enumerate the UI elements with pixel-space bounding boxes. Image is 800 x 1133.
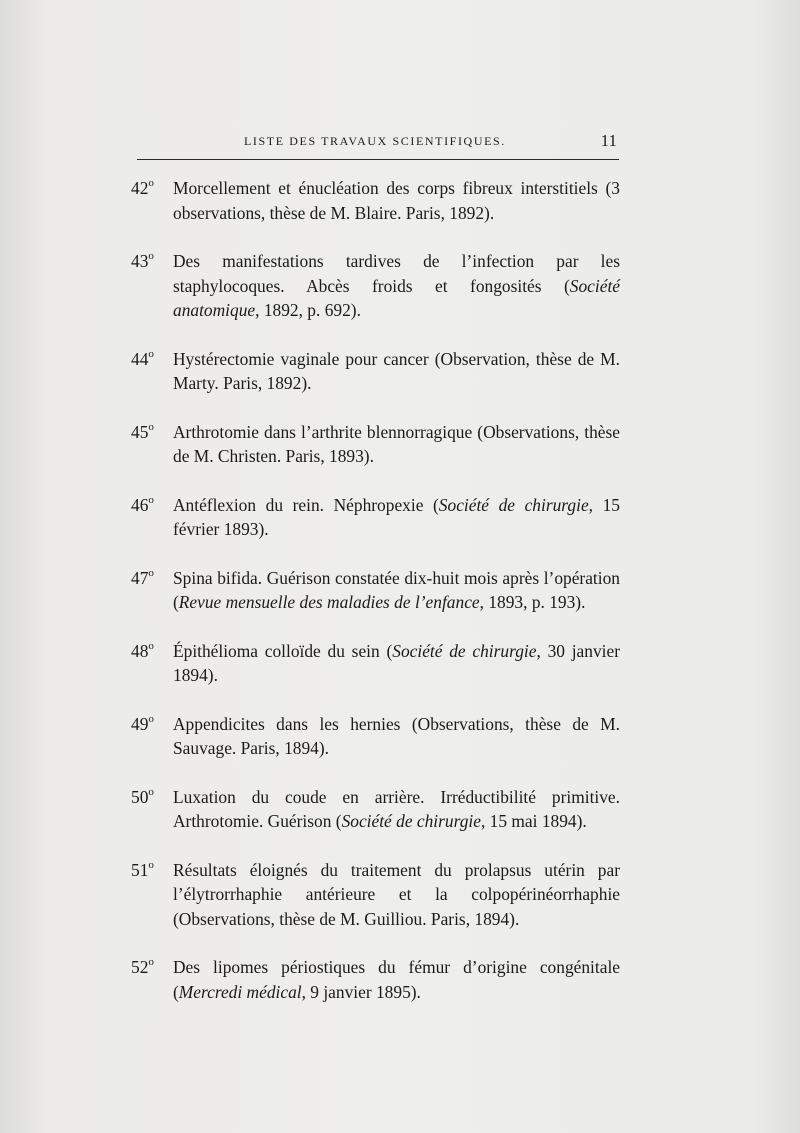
journal-title: Société de chirurgie (341, 811, 481, 831)
entry-text: Morcellement et énucléation des corps fibreux interstitiels (3 observations, thèse de M. Blaire. Paris, 1892). (173, 178, 620, 223)
list-item (131, 176, 620, 225)
entry-text: Des lipomes périostiques du fémur d’origine congénitale (Mercredi médical, 9 janvier 1895). (173, 957, 620, 1002)
journal-title: Société de chirurgie (392, 640, 537, 661)
entry-number: 48$^o$ (131, 639, 154, 661)
entry-number: 50$^o$ (131, 785, 154, 807)
page-number: 11 (600, 131, 617, 150)
entry-text: Spina bifida. Guérison constatée dix-huit mois après l’opération (Revue mensuelle des maladies de l’enfance, 1893, p. 193). (173, 567, 620, 612)
list-item (131, 858, 620, 932)
list-item (131, 639, 620, 688)
journal-title: Société de chirurgie (438, 494, 589, 515)
journal-title: Société anatomique (173, 275, 620, 320)
list-item (131, 955, 620, 1004)
list-item (131, 712, 620, 761)
publication-list (131, 176, 620, 1028)
list-item (131, 785, 620, 834)
entry-number: 43$^o$ (131, 250, 154, 271)
entry-text: Antéflexion du rein. Néphropexie (Société de chirurgie, 15 février 1893). (173, 494, 620, 539)
entry-number: 44$^o$ (131, 347, 154, 369)
entry-number: 49$^o$ (131, 712, 154, 734)
entry-text: Hystérectomie vaginale pour cancer (Observation, thèse de M. Marty. Paris, 1892). (173, 348, 620, 393)
entry-text: Luxation du coude en arrière. Irréductibilité primitive. Arthrotomie. Guérison (Société de chirurgie, 15 mai 1894). (173, 786, 620, 831)
entry-text: Arthrotomie dans l’arthrite blennorragique (Observations, thèse de M. Christen. Paris, 1893). (173, 421, 620, 466)
entry-text: Appendicites dans les hernies (Observations, thèse de M. Sauvage. Paris, 1894). (173, 713, 620, 758)
list-item (131, 493, 620, 542)
list-item (131, 566, 620, 615)
list-item (131, 420, 620, 469)
entry-number: 52$^o$ (131, 956, 154, 977)
running-title: LISTE DES TRAVAUX SCIENTIFIQUES. (244, 134, 506, 148)
entry-text: Résultats éloignés du traitement du prolapsus utérin par l’élytrorrhaphie antérieure et la colpopérinéorrhaphie (Observations, thèse de M. Guilliou. Paris, 1894). (173, 859, 620, 929)
entry-number: 51$^o$ (131, 858, 154, 880)
list-item (131, 347, 620, 396)
entry-number: 47$^o$ (131, 566, 154, 588)
list-item (131, 249, 620, 323)
entry-number: 45$^o$ (131, 420, 154, 442)
journal-title: Revue mensuelle des maladies de l’enfance (178, 592, 480, 612)
entry-number: 42$^o$ (131, 177, 154, 198)
journal-title: Mercredi médical (178, 981, 302, 1002)
entry-text: Des manifestations tardives de l’infection par les staphylocoques. Abcès froids et fongosités (Société anatomique, 1892, p. 692). (173, 251, 620, 320)
entry-number: 46$^o$ (131, 493, 154, 515)
header-rule (137, 159, 619, 160)
entry-text: Épithélioma colloïde du sein (Société de chirurgie, 30 janvier 1894). (173, 640, 621, 685)
page-header (137, 131, 619, 153)
